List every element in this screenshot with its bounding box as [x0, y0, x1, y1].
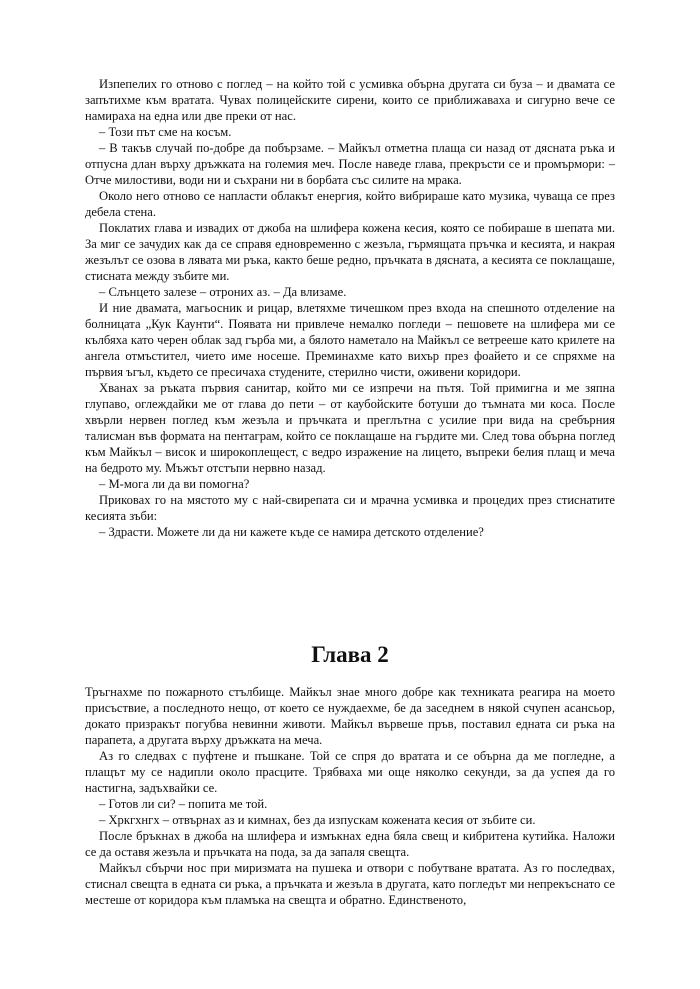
chapter-1-ending: [85, 76, 615, 540]
paragraph: Тръгнахме по пожарното стълбище. Майкъл знае много добре как техниката реагира на моето присъствие, а последното нещо, от което се нуждаехме, бе да заседнем в някой счупен асансьор, докато призракът погубва невинни животи. Майкъл вървеше пръв, поставил едната си ръка на парапета, а другата върху дръжката на меча.: [85, 685, 615, 747]
paragraph: После бръкнах в джоба на шлифера и измъкнах една бяла свещ и кибритена кутийка. Наложи се да оставя жезъла и пръчката на пода, за да запаля свещта.: [85, 829, 615, 859]
paragraph: Майкъл сбърчи нос при миризмата на пушека и отвори с побутване вратата. Аз го последвах, стиснал свещта в едната си ръка, а пръчката и жезъла в другата, като погледът ми непрекъснато се местеше от коридора към пламъка на свещта и обратно. Единственото,: [85, 861, 615, 907]
chapter-heading: Глава 2: [311, 642, 389, 667]
paragraph: Изпепелих го отново с поглед – на който той с усмивка обърна другата си буза – и двамата се запътихме към вратата. Чувах полицейските сирени, които се приближаваха и сигурно вече се намираха на една или две преки от нас.: [85, 77, 615, 123]
dialogue-line: – Хркгхнгх – отвърнах аз и кимнах, без да изпускам кожената кесия от зъбите си.: [99, 813, 536, 827]
paragraph: Около него отново се напласти облакът енергия, който вибрираше като музика, чуваща се през дебела стена.: [85, 189, 615, 219]
paragraph: И ние двамата, магьосник и рицар, влетяхме тичешком през входа на спешното отделение на болницата „Кук Каунти“. Появата ни привлече немалко погледи – пешовете на шлифера ми се кълбяха като черен облак зад гърба ми, а бялото наметало на Майкъл се ветрееше като крилете на ангела отмъстител, чието име носеше. Преминахме като вихър през фоайето и се спряхме на първия ъгъл, където се пресичаха студените, стерилно чисти, оживени коридори.: [85, 301, 615, 379]
paragraph: Хванах за ръката първия санитар, който ми се изпречи на пътя. Той примигна и ме зяпна глупаво, оглеждайки ме от глава до пети – от каубойските ботуши до тъмната ми коса. После хвърли нервен поглед към жезъла и пръчката и преглътна с усилие при вида на сребърния талисман във формата на пентаграм, който се поклащаше на гърдите ми. След това обърна поглед към Майкъл – висок и широкоплещест, с ведро изражение на лицето, въпреки белия плащ и меча на бедрото му. Мъжът отстъпи нервно назад.: [85, 381, 615, 475]
paragraph: Поклатих глава и извадих от джоба на шлифера кожена кесия, която се побираше в шепата ми. За миг се зачудих как да се справя едновременно с жезъла, гърмящата пръчка и кесията, и накрая жезълът се озова в лявата ми ръка, както беше редно, пръчката в дясната, а кесията се поклащаше, стисната между зъбите ми.: [85, 221, 615, 283]
dialogue-line: – Готов ли си? – попита ме той.: [99, 797, 268, 811]
dialogue-line: – Този път сме на косъм.: [99, 125, 232, 139]
dialogue-line: – В такъв случай по-добре да побързаме. – Майкъл отметна плаща си назад от дясната ръка и отпусна длан върху дръжката на големия меч. После наведе глава, прекръсти се и промърмори: – Отче милостиви, води ни и съхрани ни в борбата със силите на мрака.: [85, 141, 615, 187]
dialogue-line: – Здрасти. Можете ли да ни кажете къде се намира детското отделение?: [99, 525, 484, 539]
paragraph: Приковах го на мястото му с най-свирепата си и мрачна усмивка и процедих през стиснатите кесията зъби:: [85, 493, 615, 523]
dialogue-line: – Слънцето залезе – отроних аз. – Да влизаме.: [99, 285, 347, 299]
chapter-2-opening: [85, 684, 615, 908]
paragraph: Аз го следвах с пуфтене и пъшкане. Той се спря до вратата и се обърна да ме погледне, а плащът му се надипли около прасците. Трябваха ми още няколко секунди, за да успея да го настигна, задъхвайки се.: [85, 749, 615, 795]
dialogue-line: – М-мога ли да ви помогна?: [99, 477, 250, 491]
